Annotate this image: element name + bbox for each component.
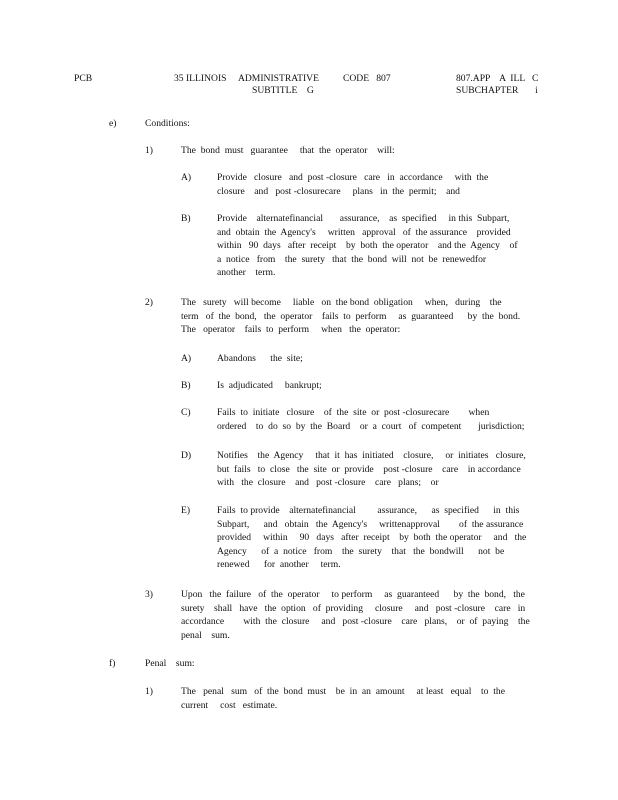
item-e2-label: 2): [145, 297, 153, 308]
item-e2D-text: Notifies the Agency that it has initiated closure, or initiates closure, but fails to close the site or provide post -closure care in accordance with the closure and post -closure care plans; or: [217, 450, 526, 489]
item-e1-label: 1): [145, 145, 153, 156]
section-e-title: Conditions:: [145, 118, 190, 129]
item-e2C-label: C): [181, 407, 191, 418]
header-left: PCB: [74, 73, 93, 84]
item-e2B-label: B): [181, 380, 191, 391]
item-e2A-text: Abandons the site;: [217, 353, 303, 364]
item-e2A-label: A): [181, 353, 192, 364]
item-e1A-label: A): [181, 172, 192, 183]
section-e-label: e): [109, 118, 117, 129]
item-f1-label: 1): [145, 686, 153, 697]
item-e1-text: The bond must guarantee that the operator will:: [181, 145, 395, 156]
item-e3-text: Upon the failure of the operator to perform as guaranteed by the bond, the surety shall have the option of providing closure and post -closure care in accordance with the closure and post -closure care plans, or of paying the penal sum.: [181, 589, 530, 641]
header-right-line2: SUBCHAPTER i: [456, 85, 538, 96]
item-e2B-text: Is adjudicated bankrupt;: [217, 380, 322, 391]
item-e2D-label: D): [181, 450, 192, 461]
item-e1B-label: B): [181, 213, 191, 224]
item-e3-label: 3): [145, 589, 153, 600]
section-f-label: f): [109, 658, 116, 669]
item-e2E-label: E): [181, 505, 191, 516]
item-e2E-text: Fails to provide alternatefinancial assurance, as specified in this Subpart, and obtain the Agency's writtenapproval of the assurance provided within 90 days after receipt by both the operator and the Agency of a notice from the surety that the bondwill not be renewed for another term.: [217, 505, 527, 571]
item-f1-text: The penal sum of the bond must be in an amount at least equal to the current cost estimate.: [181, 686, 505, 711]
header-center-line1: 35 ILLINOIS ADMINISTRATIVE CODE 807: [174, 73, 391, 84]
item-e2-text: The surety will become liable on the bond obligation when, during the term of the bond, the operator fails to perform as guaranteed by the bond. The operator fails to perform when the operator:: [181, 297, 521, 336]
header-center-line2: SUBTITLE G: [252, 85, 314, 96]
item-e1B-text: Provide alternatefinancial assurance, as specified in this Subpart, and obtain the Agency's written approval of the assurance provided within 90 days after receipt by both the operator and the Agency of a notice from the surety that the bond will not be renewedfor another term.: [217, 213, 518, 279]
item-e2C-text: Fails to initiate closure of the site or post -closurecare when ordered to do so by the Board or a court of competent jurisdiction;: [217, 407, 525, 432]
item-e1A-text: Provide closure and post -closure care in accordance with the closure and post -closurecare plans in the permit; and: [217, 172, 489, 197]
section-f-title: Penal sum:: [145, 658, 195, 669]
header-right: [456, 73, 538, 97]
header-center: [174, 73, 414, 97]
header-right-line1: 807.APP A ILL C: [456, 73, 539, 84]
